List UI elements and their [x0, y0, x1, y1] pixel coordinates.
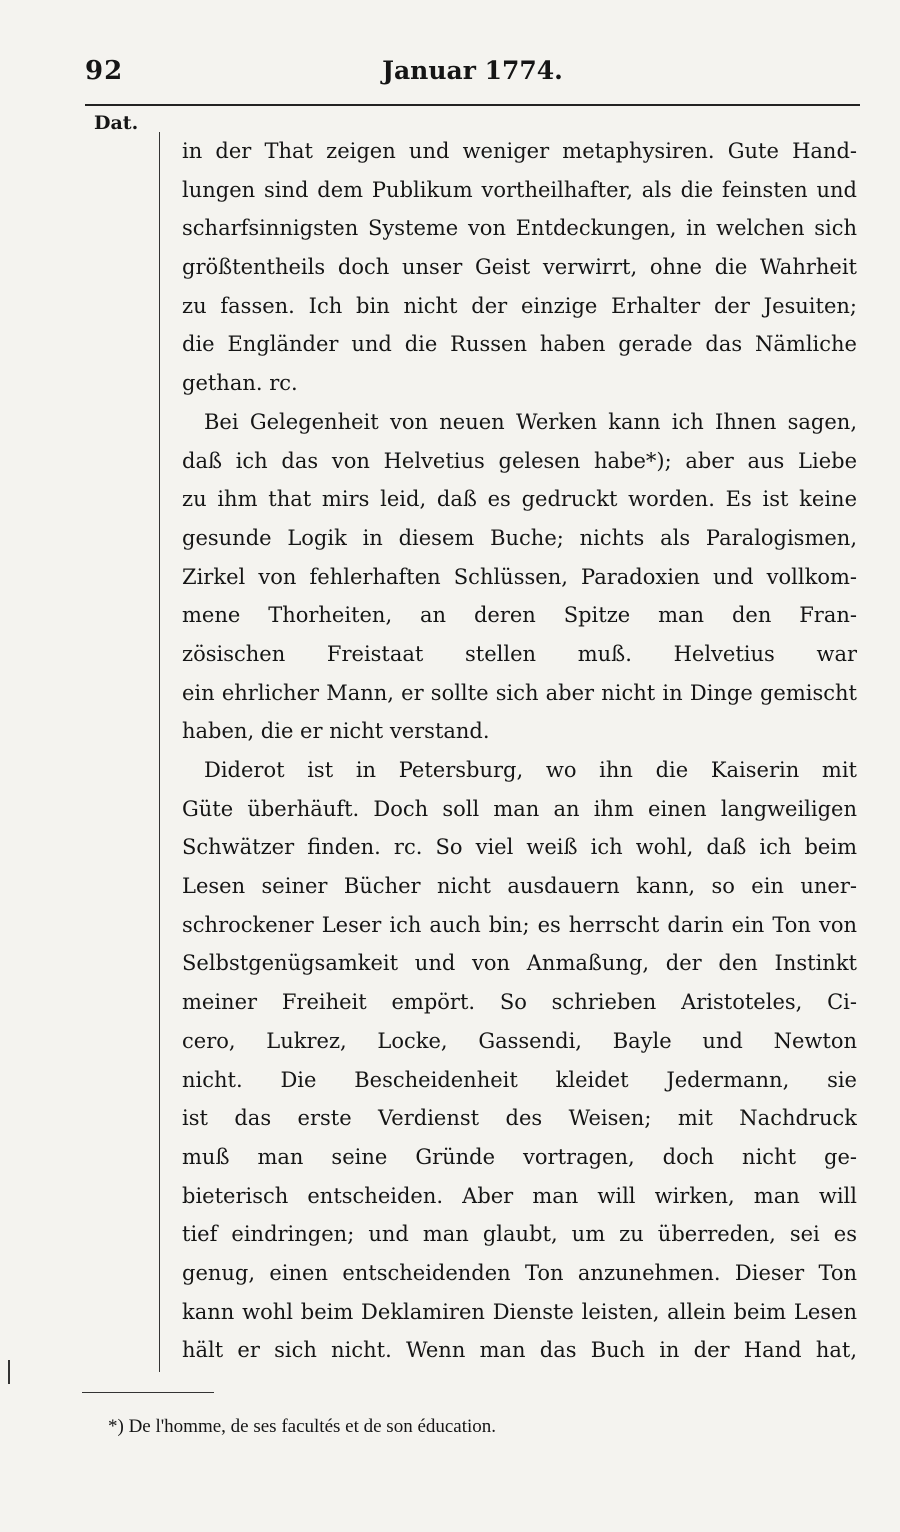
margin-label: Dat. — [94, 112, 139, 134]
text-line: gesunde Logik in diesem Buche; nichts als Paralogismen, — [182, 525, 857, 550]
text-line: haben, die er nicht verstand. — [182, 719, 490, 744]
text-line: schrockener Leser ich auch bin; es herrscht darin ein Ton von — [182, 912, 857, 937]
text-line: tief eindringen; und man glaubt, um zu überreden, sei es — [182, 1222, 857, 1247]
text-line: die Engländer und die Russen haben gerade das Nämliche — [182, 332, 857, 357]
text-line: nicht. Die Bescheidenheit kleidet Jedermann, sie — [182, 1067, 857, 1092]
text-line: zu ihm that mirs leid, daß es gedruckt worden. Es ist keine — [182, 487, 857, 512]
margin-mark — [8, 1360, 10, 1384]
text-line: muß man seine Gründe vortragen, doch nicht ge- — [182, 1144, 857, 1169]
text-line: mene Thorheiten, an deren Spitze man den Fran- — [182, 603, 857, 628]
text-line: Lesen seiner Bücher nicht ausdauern kann, so ein uner- — [182, 874, 857, 899]
text-line: Güte überhäuft. Doch soll man an ihm einen langweiligen — [182, 796, 857, 821]
text-line: Diderot ist in Petersburg, wo ihn die Kaiserin mit — [204, 758, 857, 782]
text-line: genug, einen entscheidenden Ton anzunehmen. Dieser Ton — [182, 1260, 857, 1285]
header-rule — [85, 104, 860, 106]
text-line: Zirkel von fehlerhaften Schlüssen, Paradoxien und vollkom- — [182, 564, 857, 589]
margin-line — [159, 132, 160, 1372]
text-line: lungen sind dem Publikum vortheilhafter, als die feinsten und — [182, 177, 857, 202]
text-line: kann wohl beim Deklamiren Dienste leisten, allein beim Lesen — [182, 1299, 857, 1324]
text-line: bieterisch entscheiden. Aber man will wirken, man will — [182, 1183, 857, 1208]
text-line: meiner Freiheit empört. So schrieben Aristoteles, Ci- — [182, 990, 857, 1015]
text-line: cero, Lukrez, Locke, Gassendi, Bayle und Newton — [182, 1028, 857, 1053]
text-line: Selbstgenügsamkeit und von Anmaßung, der den Instinkt — [182, 951, 857, 976]
body-text — [182, 132, 857, 1370]
text-line: hält er sich nicht. Wenn man das Buch in der Hand hat, — [182, 1338, 857, 1363]
text-line: zösischen Freistaat stellen muß. Helvetius war — [182, 641, 857, 666]
text-line: gethan. rc. — [182, 371, 298, 396]
page-header — [85, 52, 860, 96]
footnote-rule — [82, 1392, 214, 1393]
text-line: Bei Gelegenheit von neuen Werken kann ich Ihnen sagen, — [204, 409, 857, 434]
text-line: scharfsinnigsten Systeme von Entdeckungen, in welchen sich — [182, 216, 857, 241]
page-number: 92 — [85, 56, 124, 86]
running-head: Januar 1774. — [382, 56, 563, 85]
text-line: daß ich das von Helvetius gelesen habe*); aber aus Liebe — [182, 448, 857, 473]
text-line: ist das erste Verdienst des Weisen; mit Nachdruck — [182, 1106, 857, 1131]
text-line: in der That zeigen und weniger metaphysiren. Gute Hand- — [182, 139, 857, 163]
footnote: *) De l'homme, de ses facultés et de son éducation. — [108, 1416, 497, 1437]
text-line: zu fassen. Ich bin nicht der einzige Erhalter der Jesuiten; — [182, 293, 857, 318]
text-line: Schwätzer finden. rc. So viel weiß ich wohl, daß ich beim — [182, 835, 857, 860]
text-line: größtentheils doch unser Geist verwirrt, ohne die Wahrheit — [182, 255, 857, 280]
text-line: ein ehrlicher Mann, er sollte sich aber nicht in Dinge gemischt — [182, 680, 857, 705]
